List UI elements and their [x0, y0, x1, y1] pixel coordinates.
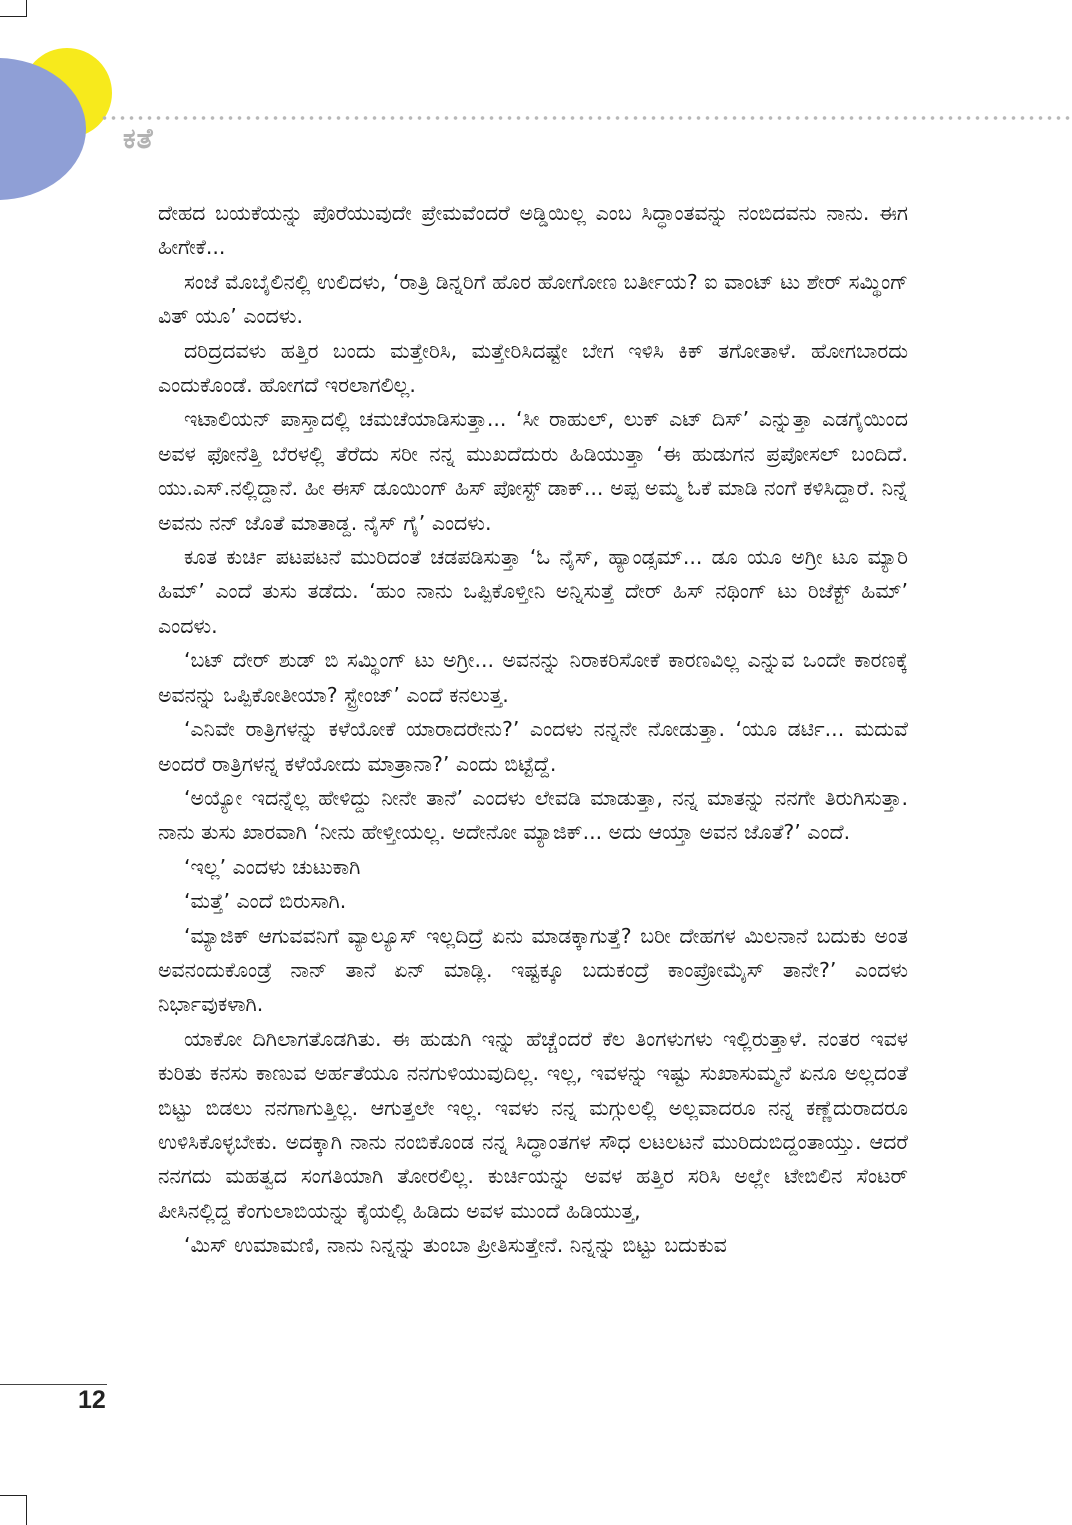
- paragraph: ‘ಅಯ್ಯೋ ಇದನ್ನೆಲ್ಲ ಹೇಳಿದ್ದು ನೀನೇ ತಾನೆ’ ಎಂದಳು ಲೇವಡಿ ಮಾಡುತ್ತಾ, ನನ್ನ ಮಾತನ್ನು ನನಗೇ ತಿರುಗಿಸುತ್ತಾ. ನಾನು ತುಸು ಖಾರವಾಗಿ ‘ನೀನು ಹೇಳ್ತೀಯಲ್ಲ. ಅದೇನೋ ಮ್ಯಾಜಿಕ್... ಅದು ಆಯ್ತಾ ಅವನ ಜೊತೆ?’ ಎಂದೆ.: [158, 785, 908, 845]
- paragraph: ‘ಬಟ್ ದೇರ್ ಶುಡ್ ಬಿ ಸಮ್ಥಿಂಗ್ ಟು ಅಗ್ರೀ... ಅವನನ್ನು ನಿರಾಕರಿಸೋಕೆ ಕಾರಣವಿಲ್ಲ ಎನ್ನುವ ಒಂದೇ ಕಾರಣಕ್ಕೆ ಅವನನ್ನು ಒಪ್ಪಿಕೋತೀಯಾ? ಸ್ಟ್ರೇಂಜ್’ ಎಂದೆ ಕನಲುತ್ತ.: [158, 648, 908, 707]
- paragraph: ಇಟಾಲಿಯನ್ ಪಾಸ್ತಾದಲ್ಲಿ ಚಮಚೆಯಾಡಿಸುತ್ತಾ... ‘ಸೀ ರಾಹುಲ್, ಲುಕ್ ಎಟ್ ದಿಸ್’ ಎನ್ನುತ್ತಾ ಎಡಗೈಯಿಂದ ಅವಳ ಫೋನೆತ್ತಿ ಬೆರಳಲ್ಲಿ ತೆರೆದು ಸರೀ ನನ್ನ ಮುಖದೆದುರು ಹಿಡಿಯುತ್ತಾ ‘ಈ ಹುಡುಗನ ಪ್ರಪೋಸಲ್ ಬಂದಿದೆ. ಯು.ಎಸ್.ನಲ್ಲಿದ್ದಾನೆ. ಹೀ ಈಸ್ ಡೂಯಿಂಗ್ ಹಿಸ್ ಪೋಸ್ಟ್ ಡಾಕ್... ಅಪ್ಪ ಅಮ್ಮ ಓಕೆ ಮಾಡಿ ನಂಗೆ ಕಳಿಸಿದ್ದಾರೆ. ನಿನ್ನೆ ಅವನು ನನ್ ಜೊತೆ ಮಾತಾಡ್ದ. ನೈಸ್ ಗೈ’ ಎಂದಳು.: [158, 407, 908, 535]
- paragraph: ‘ಮ್ಯಾಜಿಕ್ ಆಗುವವನಿಗೆ ವ್ಯಾಲ್ಯೂಸ್ ಇಲ್ಲದಿದ್ರೆ ಏನು ಮಾಡಕ್ಕಾಗುತ್ತೆ? ಬರೀ ದೇಹಗಳ ಮಿಲನಾನೆ ಬದುಕು ಅಂತ ಅವನಂದುಕೊಂಡ್ರೆ ನಾನ್ ತಾನೆ ಏನ್ ಮಾಡ್ಲಿ. ಇಷ್ಟಕ್ಕೂ ಬದುಕಂದ್ರೆ ಕಾಂಪ್ರೋಮೈಸ್ ತಾನೇ?’ ಎಂದಳು ನಿರ್ಭಾವುಕಳಾಗಿ.: [158, 923, 908, 1017]
- paragraph: ‘ಮಿಸ್ ಉಮಾಮಣಿ, ನಾನು ನಿನ್ನನ್ನು ತುಂಬಾ ಪ್ರೀತಿಸುತ್ತೇನೆ. ನಿನ್ನನ್ನು ಬಿಟ್ಟು ಬದುಕುವ: [184, 1233, 727, 1258]
- paragraph: ದರಿದ್ರದವಳು ಹತ್ತಿರ ಬಂದು ಮತ್ತೇರಿಸಿ, ಮತ್ತೇರಿಸಿದಷ್ಟೇ ಬೇಗ ಇಳಿಸಿ ಕಿಕ್ ತಗೋತಾಳೆ. ಹೋಗಬಾರದು ಎಂದುಕೊಂಡೆ. ಹೋಗದೆ ಇರಲಾಗಲಿಲ್ಲ.: [158, 338, 908, 398]
- section-label: ಕತೆ: [123, 122, 154, 155]
- header-dotted-rule: [100, 116, 1072, 120]
- paragraph: ಯಾಕೋ ದಿಗಿಲಾಗತೊಡಗಿತು. ಈ ಹುಡುಗಿ ಇನ್ನು ಹೆಚ್ಚೆಂದರೆ ಕೆಲ ತಿಂಗಳುಗಳು ಇಲ್ಲಿರುತ್ತಾಳೆ. ನಂತರ ಇವಳ ಕುರಿತು ಕನಸು ಕಾಣುವ ಅರ್ಹತೆಯೂ ನನಗುಳಿಯುವುದಿಲ್ಲ. ಇಲ್ಲ, ಇವಳನ್ನು ಇಷ್ಟು ಸುಖಾಸುಮ್ಮನೆ ಏನೂ ಅಲ್ಲದಂತೆ ಬಿಟ್ಟು ಬಿಡಲು ನನಗಾಗುತ್ತಿಲ್ಲ. ಆಗುತ್ತಲೇ ಇಲ್ಲ. ಇವಳು ನನ್ನ ಮಗ್ಗುಲಲ್ಲಿ ಅಲ್ಲವಾದರೂ ನನ್ನ ಕಣ್ಣೆದುರಾದರೂ ಉಳಿಸಿಕೊಳ್ಳಬೇಕು. ಅದಕ್ಕಾಗಿ ನಾನು ನಂಬಿಕೊಂಡ ನನ್ನ ಸಿದ್ಧಾಂತಗಳ ಸೌಧ ಲಟಲಟನೆ ಮುರಿದುಬಿದ್ದಂತಾಯ್ತು. ಆದರೆ ನನಗದು ಮಹತ್ವದ ಸಂಗತಿಯಾಗಿ ತೋರಲಿಲ್ಲ. ಕುರ್ಚಿಯನ್ನು ಅವಳ ಹತ್ತಿರ ಸರಿಸಿ ಅಲ್ಲೇ ಟೇಬಿಲಿನ ಸೆಂಟರ್ ಪೀಸಿನಲ್ಲಿದ್ದ ಕೆಂಗುಲಾಬಿಯನ್ನು ಕೈಯಲ್ಲಿ ಹಿಡಿದು ಅವಳ ಮುಂದೆ ಹಿಡಿಯುತ್ತ,: [158, 1026, 908, 1223]
- crop-mark-top-left-vertical: [26, 0, 27, 16]
- crop-mark-top-left-horizontal: [0, 16, 27, 17]
- paragraph: ‘ಮತ್ತೆ’ ಎಂದೆ ಬಿರುಸಾಗಿ.: [184, 889, 347, 914]
- paragraph: ದೇಹದ ಬಯಕೆಯನ್ನು ಪೊರೆಯುವುದೇ ಪ್ರೇಮವೆಂದರೆ ಅಡ್ಡಿಯಿಲ್ಲ ಎಂಬ ಸಿದ್ಧಾಂತವನ್ನು ನಂಬಿದವನು ನಾನು. ಈಗ ಹೀಗೇಕೆ...: [158, 201, 908, 260]
- paragraph: ಸಂಜೆ ಮೊಬೈಲಿನಲ್ಲಿ ಉಲಿದಳು, ‘ರಾತ್ರಿ ಡಿನ್ನರಿಗೆ ಹೊರ ಹೋಗೋಣ ಬರ್ತೀಯ? ಐ ವಾಂಟ್ ಟು ಶೇರ್ ಸಮ್ಥಿಂಗ್ ವಿತ್ ಯೂ’ ಎಂದಳು.: [158, 269, 908, 329]
- page-number: 12: [78, 1386, 106, 1414]
- paragraph: ಕೂತ ಕುರ್ಚಿ ಪಟಪಟನೆ ಮುರಿದಂತೆ ಚಡಪಡಿಸುತ್ತಾ ‘ಓ ನೈಸ್, ಹ್ಯಾಂಡ್ಸಮ್... ಡೂ ಯೂ ಅಗ್ರೀ ಟೂ ಮ್ಯಾರಿ ಹಿಮ್’ ಎಂದೆ ತುಸು ತಡೆದು. ‘ಹುಂ ನಾನು ಒಪ್ಪಿಕೊಳ್ತೀನಿ ಅನ್ನಿಸುತ್ತೆ ದೇರ್ ಹಿಸ್ ನಥಿಂಗ್ ಟು ರಿಜೆಕ್ಟ್ ಹಿಮ್’ ಎಂದಳು.: [158, 545, 908, 638]
- paragraph: ‘ಎನಿವೇ ರಾತ್ರಿಗಳನ್ನು ಕಳೆಯೋಕೆ ಯಾರಾದರೇನು?’ ಎಂದಳು ನನ್ನನೇ ನೋಡುತ್ತಾ. ‘ಯೂ ಡರ್ಟಿ... ಮದುವೆ ಅಂದರೆ ರಾತ್ರಿಗಳನ್ನ ಕಳೆಯೋದು ಮಾತ್ರಾನಾ?’ ಎಂದು ಬಿಟ್ಟೆದ್ದೆ.: [158, 717, 908, 776]
- paragraph: ‘ಇಲ್ಲ’ ಎಂದಳು ಚುಟುಕಾಗಿ: [184, 854, 361, 879]
- footer-rule: [0, 1384, 107, 1385]
- crop-mark-bottom-left-horizontal: [0, 1495, 27, 1496]
- story-body: [158, 196, 908, 1263]
- crop-mark-bottom-left-vertical: [26, 1495, 27, 1525]
